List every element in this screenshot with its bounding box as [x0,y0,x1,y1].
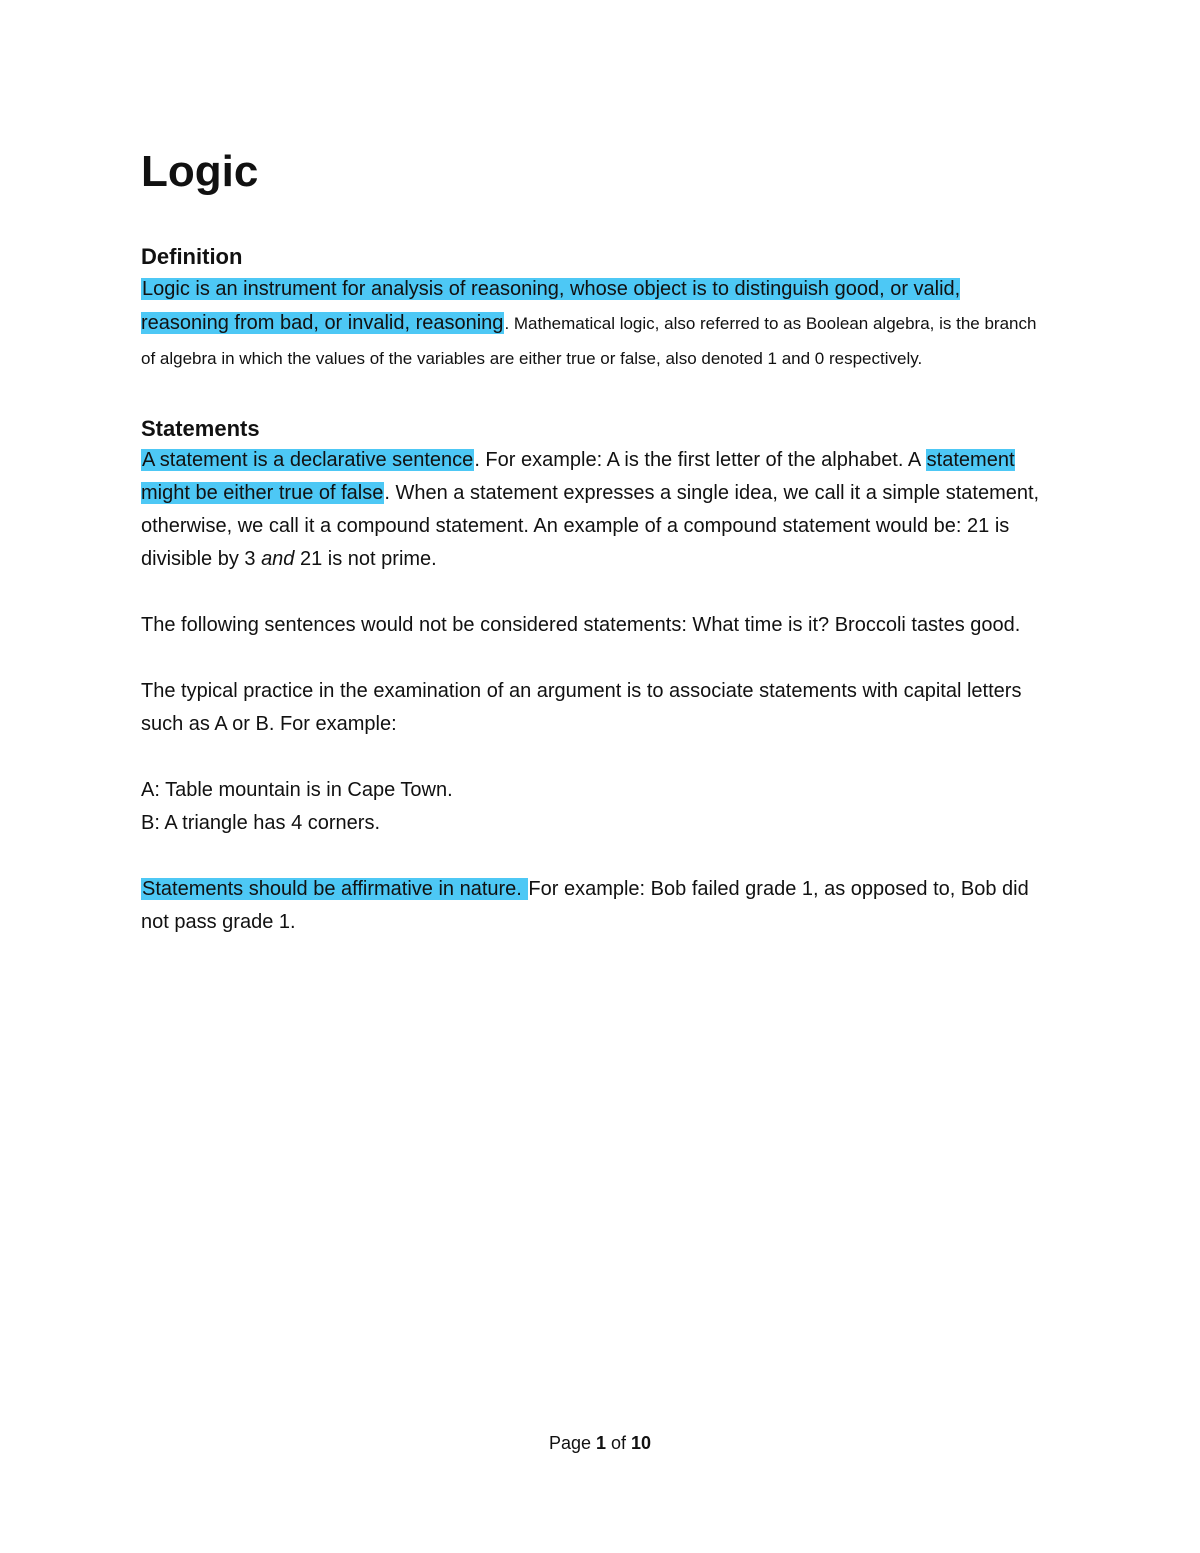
definition-highlight: Logic is an instrument for analysis of reasoning, whose object is to distinguish good, or valid, reasoning from bad, or invalid, reasoning [141,278,961,334]
statements-paragraph-3: The typical practice in the examination of an argument is to associate statements with capital letters such as A or B. For example: [141,680,1022,735]
example-b: B: A triangle has 4 corners. [141,812,381,834]
statement-truth-highlight: statement might be either true of false [141,449,1015,504]
definition-heading: Definition [141,244,243,269]
statement-text-1: . For example: A is the first letter of the alphabet. A [474,449,926,471]
statements-paragraph-1 [141,444,1051,576]
statement-text-3: 21 is not prime. [294,548,437,570]
spacer [141,376,1051,414]
statements-heading: Statements [141,416,260,441]
footer-current-page: 1 [595,1433,606,1453]
page-footer [0,1428,1200,1458]
spacer [141,642,1051,675]
definition-text: . Mathematical logic, also referred to as Boolean algebra, is the branch of algebra in which the values of the variables are either true or false, also denoted 1 and 0 respectively. [141,314,1037,368]
definition-paragraph [141,272,1051,376]
footer-prefix: Page [548,1433,596,1453]
spacer [141,576,1051,609]
affirmative-text: For example: Bob failed grade 1, as opposed to, Bob did not pass grade 1. [141,878,1029,933]
statement-text-2: . When a statement expresses a single idea, we call it a simple statement, otherwise, we call it a compound statement. An example of a compound statement would be: 21 is divisible by 3 [141,482,1040,570]
example-a: A: Table mountain is in Cape Town. [141,779,453,801]
page-title: Logic [141,147,259,196]
spacer [141,840,1051,873]
example-list [141,774,1051,840]
affirmative-highlight: Statements should be affirmative in nature. [142,878,528,900]
footer-total-pages: 10 [631,1433,652,1453]
statement-definition-highlight: A statement is a declarative sentence [142,449,474,471]
statement-italic-and: and [261,548,295,570]
spacer [141,741,1051,774]
statements-paragraph-4 [141,873,1051,939]
statements-paragraph-2: The following sentences would not be considered statements: What time is it? Broccoli tastes good. [141,614,1021,636]
footer-of: of [606,1433,632,1453]
page-content [141,140,1051,939]
